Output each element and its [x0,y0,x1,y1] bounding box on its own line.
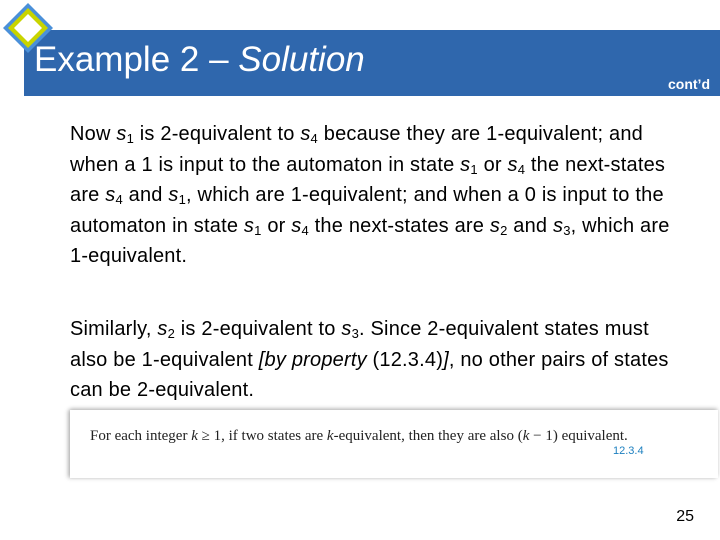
property-box [70,410,718,478]
paragraph-1: Now $s_1$ is 2-equivalent to $s_4$ because they are 1-equivalent; and when a 1 is input to the automaton in state $s_1$ or $s_4$ the next-states are $s_4$ and $s_1$, which are 1-equivalent; and when a 0 is input to the automaton in state $s_1$ or $s_4$ the next-states are $s_2$ and $s_3$, which are 1-equivalent. [70,123,670,267]
property-reference: 12.3.4 [613,445,644,457]
continued-label: cont’d [668,76,710,92]
property-text: For each integer k ≥ 1, if two states are k-equivalent, then they are also (k − 1) equivalent. [90,428,628,444]
paragraph-2: Similarly, $s_2$ is 2-equivalent to $s_3$. Since 2-equivalent states must also be 1-equivalent [by property (12.3.4)], no other pairs of states can be 2-equivalent. [70,318,669,401]
page-number: 25 [676,508,694,525]
slide-title: Example 2 – Solution [34,40,365,79]
